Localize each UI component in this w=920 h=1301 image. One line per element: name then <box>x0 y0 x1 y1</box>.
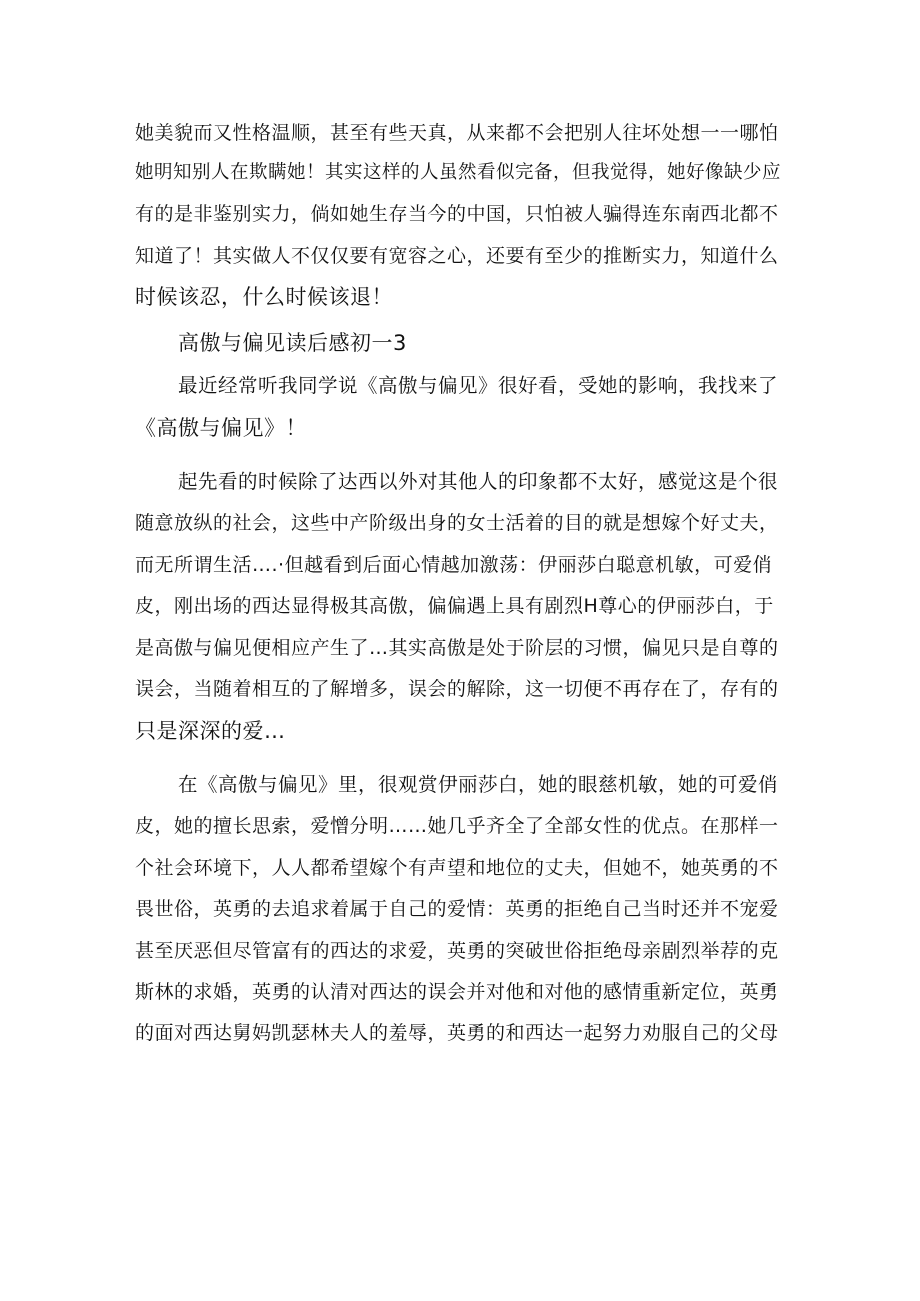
paragraph-1-line-4: 知道了！其实做人不仅仅要有宽容之心，还要有至少的推断实力，知道什么 <box>135 245 779 267</box>
paragraph-2-line-1: 最近经常听我同学说《高傲与偏见》很好看，受她的影响，我找来了 <box>178 374 779 397</box>
paragraph-3-line-6: 误会，当随着相互的了解增多，误会的解除，这一切便不再存在了，存有的 <box>135 678 779 700</box>
paragraph-3-line-3: 而无所谓生活….·但越看到后面心情越加激荡：伊丽莎白聪意机敏，可爱俏 <box>135 554 773 576</box>
paragraph-4-line-1: 在《高傲与偏见》里，很观赏伊丽莎白，她的眼慈机敏，她的可爱俏 <box>178 773 779 796</box>
paragraph-4-line-6: 斯林的求婚，英勇的认清对西达的误会并对他和对他的感情重新定位，英勇 <box>135 981 779 1003</box>
paragraph-3-line-5: 是高傲与偏见便相应产生了…其实高傲是处于阶层的习惯，偏见只是自尊的 <box>135 637 779 659</box>
paragraph-1-line-5: 时候该忍，什么时候该退！ <box>135 285 393 309</box>
paragraph-4-line-7: 的面对西达舅妈凯瑟林夫人的羞辱，英勇的和西达一起努力劝服自己的父母 <box>135 1022 779 1044</box>
paragraph-3-line-1: 起先看的时候除了达西以外对其他人的印象都不太好，感觉这是个很 <box>178 470 779 493</box>
paragraph-1-line-1: 她美貌而又性格温顺，甚至有些天真，从来都不会把别人往坏处想一一哪怕 <box>135 122 779 144</box>
paragraph-3-line-2: 随意放纵的社会，这些中产阶级出身的女士活着的目的就是想嫁个好丈夫， <box>135 512 779 534</box>
paragraph-4-line-3: 个社会环境下，人人都希望嫁个有声望和地位的丈夫，但她不，她英勇的不 <box>135 857 779 879</box>
paragraph-4-line-2: 皮，她的擅长思索，爱憎分明……她几乎齐全了全部女性的优点。在那样一 <box>135 815 779 837</box>
section-heading: 高傲与偏见读后感初一3 <box>178 331 407 355</box>
paragraph-1-line-2: 她明知别人在欺瞒她！其实这样的人虽然看似完备，但我觉得，她好像缺少应 <box>135 162 782 183</box>
paragraph-3-line-4: 皮，刚出场的西达显得极其高傲，偏偏遇上具有剧烈H尊心的伊丽莎白，于 <box>135 595 774 617</box>
paragraph-2-line-2: 《高傲与偏见》！ <box>135 416 307 440</box>
paragraph-4-line-5: 甚至厌恶但尽管富有的西达的求爱，英勇的突破世俗拒绝母亲剧烈举荐的克 <box>135 940 779 962</box>
paragraph-4-line-4: 畏世俗，英勇的去追求着属于自己的爱情：英勇的拒绝自己当时还并不宠爱 <box>135 898 779 920</box>
paragraph-1-line-3: 有的是非鉴别实力，倘如她生存当今的中国，只怕被人骗得连东南西北都不 <box>135 203 779 225</box>
paragraph-3-line-7: 只是深深的爱… <box>135 719 286 743</box>
